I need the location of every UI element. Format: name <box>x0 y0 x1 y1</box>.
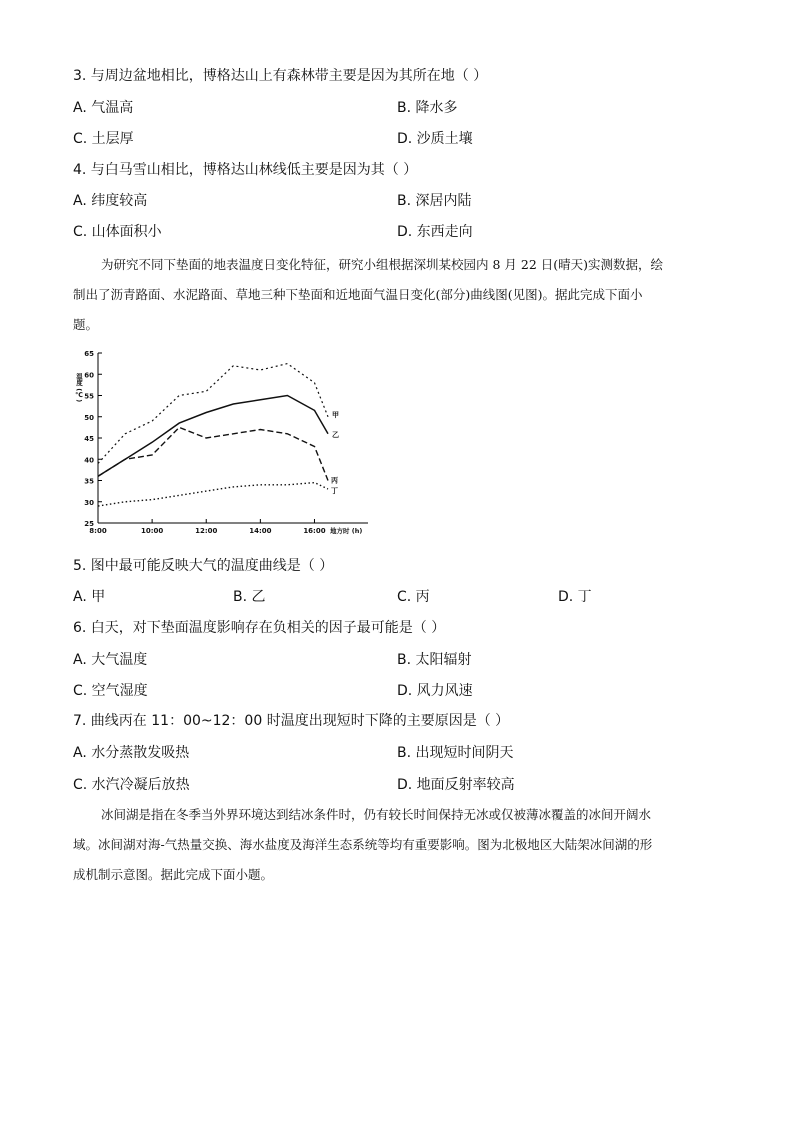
series-label-3: 丙 <box>331 476 338 485</box>
passage-1-line: 题。 <box>73 317 99 332</box>
y-tick-label: 55 <box>84 392 94 401</box>
passage-1-line: 为研究不同下垫面的地表温度日变化特征，研究小组根据深圳某校园内 8 月 22 日(晴天)实测数据，绘 <box>101 257 664 272</box>
y-tick-label: 50 <box>84 413 94 422</box>
chart-series-lines <box>98 364 328 506</box>
question-6-stem: 6. 白天，对下垫面温度影响存在负相关的因子最可能是（ ） <box>73 620 446 636</box>
q4-option-b[interactable]: B. 深居内陆 <box>397 193 472 209</box>
y-tick-label: 25 <box>84 520 94 528</box>
q4-option-d[interactable]: D. 东西走向 <box>397 224 473 240</box>
passage-1-line: 制出了沥青路面、水泥路面、草地三种下垫面和近地面气温日变化(部分)曲线图(见图)。据此完成下面小 <box>73 287 643 302</box>
y-tick-label: 35 <box>84 477 94 486</box>
q7-option-b[interactable]: B. 出现短时间阴天 <box>397 745 514 761</box>
q3-option-a[interactable]: A. 气温高 <box>73 100 134 116</box>
passage-2-line: 冰间湖是指在冬季当外界环境达到结冰条件时，仍有较长时间保持无冰或仅被薄冰覆盖的冰间开阔水 <box>101 807 652 822</box>
q4-option-a[interactable]: A. 纬度较高 <box>73 193 148 209</box>
x-tick-label: 12:00 <box>195 527 218 535</box>
y-tick-label: 65 <box>84 350 94 358</box>
passage-2-line: 成机制示意图。据此完成下面小题。 <box>73 867 274 882</box>
x-axis-title: 地方时 (h) <box>330 527 363 535</box>
y-axis-title: 温度 (℃) <box>75 373 83 403</box>
q3-option-d[interactable]: D. 沙质土壤 <box>397 131 473 147</box>
y-tick-label: 40 <box>84 456 94 465</box>
passage-surface-temperature <box>73 250 723 340</box>
q6-option-c[interactable]: C. 空气湿度 <box>73 683 148 699</box>
q4-option-c[interactable]: C. 山体面积小 <box>73 224 162 240</box>
y-tick-label: 30 <box>84 498 94 507</box>
temperature-line-chart <box>73 343 373 543</box>
q6-option-b[interactable]: B. 太阳辐射 <box>397 652 472 668</box>
x-tick-label: 16:00 <box>303 527 326 535</box>
chart-series-labels <box>331 411 339 495</box>
series-line-4 <box>98 483 328 506</box>
q7-option-a[interactable]: A. 水分蒸散发吸热 <box>73 745 190 761</box>
q5-option-b[interactable]: B. 乙 <box>233 589 266 605</box>
q3-option-b[interactable]: B. 降水多 <box>397 100 458 116</box>
series-line-2 <box>98 396 328 477</box>
question-4-stem: 4. 与白马雪山相比，博格达山林线低主要是因为其（ ） <box>73 162 418 178</box>
series-line-1 <box>98 364 328 464</box>
question-7-stem: 7. 曲线丙在 11：00~12：00 时温度出现短时下降的主要原因是（ ） <box>73 713 510 729</box>
q5-option-c[interactable]: C. 丙 <box>397 589 430 605</box>
y-tick-label: 60 <box>84 371 94 380</box>
series-label-2: 乙 <box>332 430 339 439</box>
question-3-stem: 3. 与周边盆地相比，博格达山上有森林带主要是因为其所在地（ ） <box>73 68 488 84</box>
passage-polynya <box>73 800 723 890</box>
y-tick-label: 45 <box>84 435 94 443</box>
series-label-4: 丁 <box>331 487 338 495</box>
q5-option-d[interactable]: D. 丁 <box>558 589 592 605</box>
x-tick-label: 10:00 <box>140 527 164 535</box>
series-label-1: 甲 <box>332 410 339 419</box>
q6-option-d[interactable]: D. 风力风速 <box>397 683 473 699</box>
x-tick-label: 14:00 <box>249 527 272 535</box>
q6-option-a[interactable]: A. 大气温度 <box>73 652 148 668</box>
q7-option-d[interactable]: D. 地面反射率较高 <box>397 777 515 793</box>
x-tick-label: 8:00 <box>89 527 107 535</box>
q5-option-a[interactable]: A. 甲 <box>73 589 106 605</box>
q3-option-c[interactable]: C. 土层厚 <box>73 131 134 147</box>
passage-2-line: 域。冰间湖对海-气热量交换、海水盐度及海洋生态系统等均有重要影响。图为北极地区大陆架冰间湖的形 <box>73 837 653 852</box>
q7-option-c[interactable]: C. 水汽冷凝后放热 <box>73 777 190 793</box>
question-5-stem: 5. 图中最可能反映大气的温度曲线是（ ） <box>73 558 334 574</box>
